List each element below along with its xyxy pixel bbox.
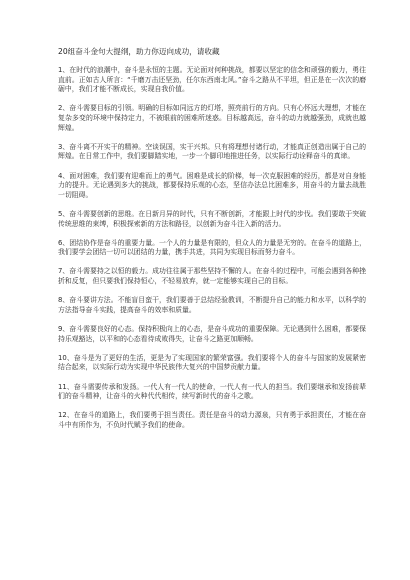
paragraph-item-10: 10、奋斗是为了更好的生活，更是为了实现国家的繁荣富强。我们要将个人的奋斗与国家的发展紧密结合起来，以实际行动为实现中华民族伟大复兴的中国梦贡献力量。 (58, 353, 366, 372)
paragraph-item-9: 9、奋斗需要良好的心态。保持积极向上的心态，是奋斗成功的重要保障。无论遇到什么困难，都要保持乐观豁达，以平和的心态看待成败得失，让奋斗之路更加顺畅。 (58, 325, 366, 343)
paragraph-item-3: 3、奋斗离不开实干的精神。空谈误国，实干兴邦。只有将理想付诸行动，才能真正创造出属于自己的辉煌。在日常工作中，我们要脚踏实地，一步一个脚印地推进任务，以实际行动诠释奋斗的真谛。 (58, 142, 366, 161)
paragraph-item-1: 1、在时代的浪潮中，奋斗是永恒的主题。无论面对何种挑战，都要以坚定的信念和顽强的毅力，勇往直前。正如古人所言：“千磨万击还坚劲，任尔东西南北风。”奋斗之路从不平坦，但正是在一次次的磨砺中，我们才能不断成长，实现自我价值。 (58, 66, 366, 94)
paragraph-item-7: 7、奋斗需要持之以恒的毅力。成功往往属于那些坚持不懈的人。在奋斗的过程中，可能会遇到各种挫折和反复，但只要我们保持恒心，不轻易放弃，就一定能够实现自己的目标。 (58, 267, 366, 286)
paragraph-item-12: 12、在奋斗的道路上，我们要勇于担当责任。责任是奋斗的动力源泉，只有勇于承担责任，才能在奋斗中有所作为，不负时代赋予我们的使命。 (58, 411, 366, 429)
document-title: 20组奋斗金句大提纲，助力你迈向成功，请收藏 (58, 47, 220, 56)
paragraph-item-6: 6、团结协作是奋斗的重要力量。一个人的力量是有限的，但众人的力量是无穷的。在奋斗的道路上，我们要学会团结一切可以团结的力量，携手共进，共同为实现目标而努力奋斗。 (58, 238, 366, 257)
paragraph-item-8: 8、奋斗要讲方法。不能盲目蛮干，我们要善于总结经验教训，不断提升自己的能力和水平，以科学的方法指导奋斗实践，提高奋斗的效率和质量。 (58, 296, 366, 314)
paragraph-item-11: 11、奋斗需要传承和发扬。一代人有一代人的使命，一代人有一代人的担当。我们要继承和发扬前辈们的奋斗精神，让奋斗的火种代代相传，续写新时代的奋斗之歌。 (58, 382, 366, 401)
paragraph-item-5: 5、奋斗需要创新的思维。在日新月异的时代，只有不断创新，才能跟上时代的步伐。我们要敢于突破传统思维的束缚，积极探索新的方法和路径，以创新为奋斗注入新的活力。 (58, 209, 366, 228)
paragraph-item-2: 2、奋斗需要目标的引领。明确的目标如同远方的灯塔，照亮前行的方向。只有心怀远大理想，才能在复杂多变的环境中保持定力，不被眼前的困难所迷惑。目标越高远，奋斗的动力就越强劲，成就也越辉煌。 (58, 104, 366, 132)
paragraph-item-4: 4、面对困难，我们要有迎难而上的勇气。困难是成长的阶梯，每一次克服困难的经历，都是对自身能力的提升。无论遇到多大的挑战，都要保持乐观的心态，坚信办法总比困难多，用奋斗的力量去战胜一切阻碍。 (58, 171, 366, 199)
